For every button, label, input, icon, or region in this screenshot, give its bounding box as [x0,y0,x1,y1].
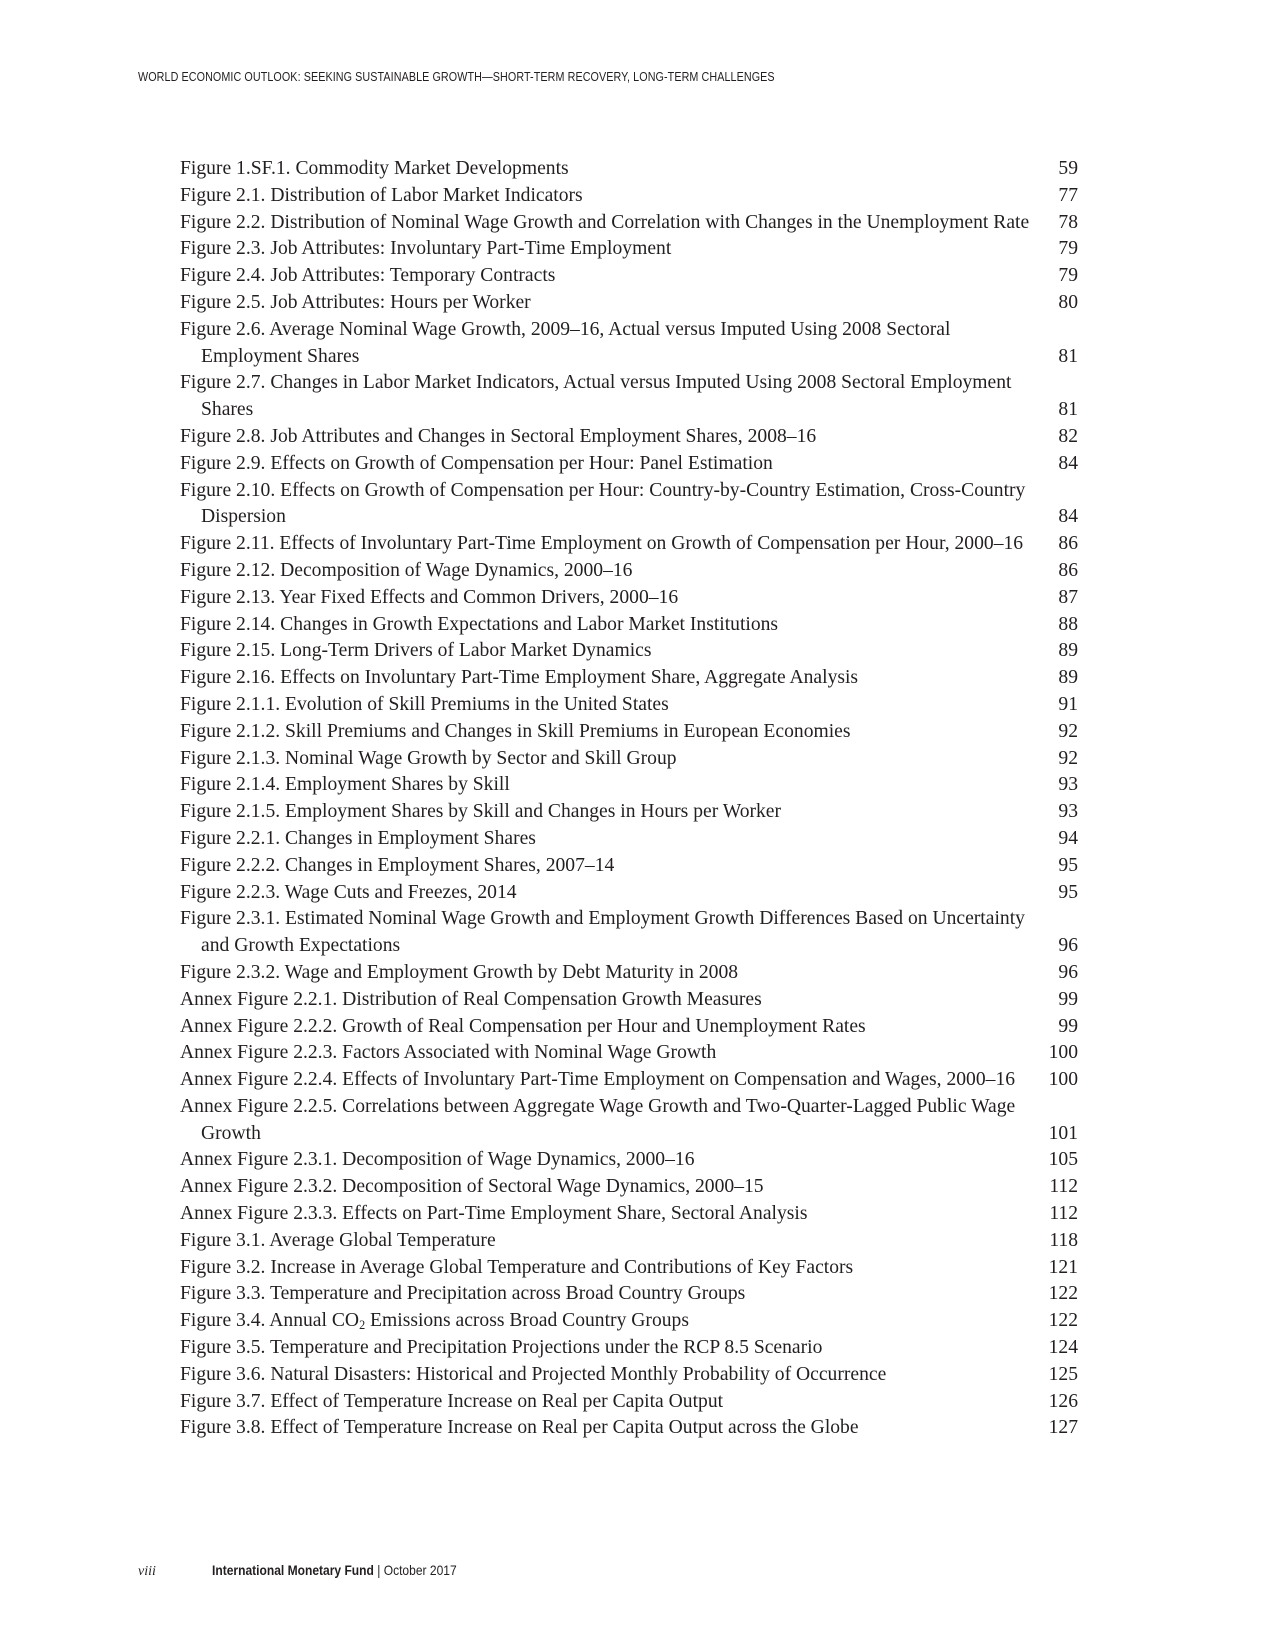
toc-entry-title: Figure 2.13. Year Fixed Effects and Common Drivers, 2000–16 [180,586,679,608]
toc-entry [180,1174,1078,1201]
toc-entry [180,1335,1078,1362]
footer-separator: | [373,1562,384,1578]
toc-entry-page: 125 [1048,1363,1078,1385]
toc-entry-title: Figure 2.3.1. Estimated Nominal Wage Growth and Employment Growth Differences Based on Uncertainty and Growth Expectations [180,908,1025,957]
toc-entry-title: Annex Figure 2.2.2. Growth of Real Compensation per Hour and Unemployment Rates [180,1015,866,1037]
toc-entry [180,1415,1078,1442]
toc-entry [180,1014,1078,1041]
toc-entry-page: 86 [1058,533,1078,555]
toc-entry-page: 105 [1048,1149,1078,1171]
toc-entry-title: Figure 2.2.2. Changes in Employment Shares, 2007–14 [180,854,615,876]
toc-entry-page: 99 [1058,1015,1078,1037]
toc-entry [180,451,1078,478]
toc-entry-page: 96 [1058,935,1078,957]
toc-entry [180,1255,1078,1282]
toc-entry-title: Annex Figure 2.2.4. Effects of Involuntary Part-Time Employment on Compensation and Wages, 2000–16 [180,1069,1016,1091]
toc-entry-page: 89 [1058,667,1078,689]
toc-entry [180,719,1078,746]
toc-entry-page: 112 [1049,1203,1078,1225]
toc-entry-page: 77 [1058,184,1078,206]
toc-entry-page: 96 [1058,961,1078,983]
toc-entry [180,1389,1078,1416]
toc-entry-page: 89 [1058,640,1078,662]
toc-entry-title-part: Figure 3.4. Annual CO [180,1310,360,1332]
toc-entry [180,772,1078,799]
toc-entry-page: 87 [1058,586,1078,608]
toc-entry-title: Figure 3.2. Increase in Average Global Temperature and Contributions of Key Factors [180,1256,854,1278]
toc-entry-title: Figure 2.1.5. Employment Shares by Skill and Changes in Hours per Worker [180,801,782,823]
toc-entry-title: Annex Figure 2.2.5. Correlations between Aggregate Wage Growth and Two-Quarter-Lagged Public Wage Growth [180,1095,1016,1144]
toc-entry-title: Figure 2.1.1. Evolution of Skill Premiums in the United States [180,693,669,715]
toc-entry-page: 99 [1058,988,1078,1010]
toc-entry-title: Figure 2.15. Long-Term Drivers of Labor Market Dynamics [180,640,652,662]
toc-entry [180,1094,1078,1148]
toc-entry [180,746,1078,773]
toc-entry [180,263,1078,290]
toc-entry [180,1362,1078,1389]
footer-publisher: International Monetary Fund [212,1562,374,1578]
toc-entry [180,558,1078,585]
toc-entry [180,665,1078,692]
toc-entry-page: 122 [1048,1310,1078,1332]
toc-entry-title: Figure 2.1.2. Skill Premiums and Changes in Skill Premiums in European Economies [180,720,851,742]
toc-entry-page: 81 [1058,345,1078,367]
toc-entry [180,692,1078,719]
toc-entry [180,1228,1078,1255]
toc-entry [180,1147,1078,1174]
toc-entry-title: Figure 2.6. Average Nominal Wage Growth, 2009–16, Actual versus Imputed Using 2008 Sectoral Employment Shares [180,318,951,367]
toc-entry [180,1201,1078,1228]
toc-entry-title: Figure 2.2.1. Changes in Employment Shares [180,827,536,849]
toc-entry-title-part: Emissions across Broad Country Groups [365,1310,689,1332]
toc-entry-title: Figure 2.14. Changes in Growth Expectations and Labor Market Institutions [180,613,779,635]
toc-entry-page: 79 [1058,265,1078,287]
toc-entry-page: 59 [1058,158,1078,179]
toc-entry-title: Figure 2.2. Distribution of Nominal Wage Growth and Correlation with Changes in the Unemployment Rate [180,211,1030,233]
toc-entry-page: 127 [1048,1417,1078,1439]
toc-entry [180,290,1078,317]
toc-entry-title: Figure 2.9. Effects on Growth of Compensation per Hour: Panel Estimation [180,452,773,474]
toc-entry-title: Figure 2.1.4. Employment Shares by Skill [180,774,510,796]
toc-entry-title: Figure 2.5. Job Attributes: Hours per Worker [180,291,531,313]
toc-entry-title: Annex Figure 2.3.1. Decomposition of Wage Dynamics, 2000–16 [180,1149,695,1171]
toc-entry-page: 112 [1049,1176,1078,1198]
toc-entry [180,612,1078,639]
toc-entry-title: Figure 1.SF.1. Commodity Market Developments [180,158,569,179]
toc-entry-page: 92 [1058,747,1078,769]
toc-entry [180,880,1078,907]
toc-entry-page: 80 [1058,291,1078,313]
toc-entry-title: Figure 2.1.3. Nominal Wage Growth by Sector and Skill Group [180,747,677,769]
toc-entry-page: 81 [1058,399,1078,421]
running-header: WORLD ECONOMIC OUTLOOK: SEEKING SUSTAINABLE GROWTH—SHORT-TERM RECOVERY, LONG-TERM CHALLENGES [138,70,775,84]
toc-entry-title: Figure 3.8. Effect of Temperature Increase on Real per Capita Output across the Globe [180,1417,859,1439]
page-folio: viii [138,1564,156,1579]
toc-entry-title: Figure 2.7. Changes in Labor Market Indicators, Actual versus Imputed Using 2008 Sectoral Employment Shares [180,372,1012,421]
toc-entry-title: Figure 2.11. Effects of Involuntary Part-Time Employment on Growth of Compensation per Hour, 2000–16 [180,533,1024,555]
toc-entry-page: 82 [1058,425,1078,447]
toc-entry-title: Figure 3.5. Temperature and Precipitation Projections under the RCP 8.5 Scenario [180,1337,823,1359]
toc-entry [180,424,1078,451]
toc-entry [180,531,1078,558]
toc-entry-page: 84 [1058,506,1078,528]
toc-entry-title: Annex Figure 2.2.1. Distribution of Real Compensation Growth Measures [180,988,762,1010]
toc-entry [180,156,1078,183]
toc-entry-page: 86 [1058,559,1078,581]
toc-entry [180,585,1078,612]
toc-entry [180,317,1078,371]
toc-entry-title: Figure 2.8. Job Attributes and Changes in Sectoral Employment Shares, 2008–16 [180,425,817,447]
footer-date: October 2017 [383,1562,457,1578]
toc-entry-page: 91 [1058,693,1078,715]
toc-entry-page: 121 [1048,1256,1078,1278]
toc-entry-page: 100 [1048,1042,1078,1064]
toc-entry [180,799,1078,826]
toc-entry [180,1308,1078,1335]
toc-entry-page: 88 [1058,613,1078,635]
toc-entry [180,370,1078,424]
toc-entry-page: 84 [1058,452,1078,474]
toc-entry-title: Figure 2.4. Job Attributes: Temporary Contracts [180,265,556,287]
toc-entry [180,210,1078,237]
toc-entry [180,1040,1078,1067]
toc-entry [180,1067,1078,1094]
toc-entry-page: 100 [1048,1069,1078,1091]
toc-entry-title: Figure 2.1. Distribution of Labor Market Indicators [180,184,583,206]
toc-entry-page: 94 [1058,827,1078,849]
toc-entry-title: Figure 3.3. Temperature and Precipitation across Broad Country Groups [180,1283,746,1305]
toc-entry-page: 92 [1058,720,1078,742]
toc-entry-page: 79 [1058,238,1078,260]
table-of-figures [180,156,1078,1442]
toc-entry-page: 118 [1049,1229,1078,1251]
toc-entry [180,638,1078,665]
toc-entry [180,183,1078,210]
toc-entry [180,478,1078,532]
toc-entry-title: Figure 2.16. Effects on Involuntary Part-Time Employment Share, Aggregate Analysis [180,667,859,689]
toc-entry-title: Annex Figure 2.3.3. Effects on Part-Time Employment Share, Sectoral Analysis [180,1203,808,1225]
toc-entry-title: Figure 2.12. Decomposition of Wage Dynamics, 2000–16 [180,559,633,581]
toc-entry-title: Figure 3.6. Natural Disasters: Historical and Projected Monthly Probability of Occurrence [180,1363,887,1385]
toc-entry [180,906,1078,960]
toc-entry-title: Figure 2.10. Effects on Growth of Compensation per Hour: Country-by-Country Estimation, Cross-Country Dispersion [180,479,1026,528]
toc-entry-title: Annex Figure 2.3.2. Decomposition of Sectoral Wage Dynamics, 2000–15 [180,1176,764,1198]
toc-entry-title: Annex Figure 2.2.3. Factors Associated with Nominal Wage Growth [180,1042,717,1064]
toc-entry [180,987,1078,1014]
toc-entry-page: 101 [1048,1122,1078,1144]
subscript: 2 [359,1318,366,1333]
toc-entry [180,1281,1078,1308]
footer-publication [212,1562,457,1578]
page-footer [138,1562,497,1580]
toc-entry-page: 126 [1048,1390,1078,1412]
toc-entry-title: Figure 3.1. Average Global Temperature [180,1229,496,1251]
toc-entry [180,236,1078,263]
toc-entry-title [180,1308,1029,1335]
toc-entry-page: 95 [1058,854,1078,876]
toc-entry-page: 78 [1058,211,1078,233]
toc-entry-page: 93 [1058,801,1078,823]
toc-entry-title: Figure 2.3. Job Attributes: Involuntary Part-Time Employment [180,238,672,260]
toc-entry-page: 122 [1048,1283,1078,1305]
toc-entry-page: 93 [1058,774,1078,796]
toc-entry [180,960,1078,987]
toc-entry-title: Figure 2.3.2. Wage and Employment Growth by Debt Maturity in 2008 [180,961,739,983]
toc-entry-title: Figure 3.7. Effect of Temperature Increase on Real per Capita Output [180,1390,724,1412]
toc-entry-title: Figure 2.2.3. Wage Cuts and Freezes, 2014 [180,881,517,903]
toc-entry-page: 95 [1058,881,1078,903]
toc-entry [180,853,1078,880]
toc-entry [180,826,1078,853]
toc-entry-page: 124 [1048,1337,1078,1359]
